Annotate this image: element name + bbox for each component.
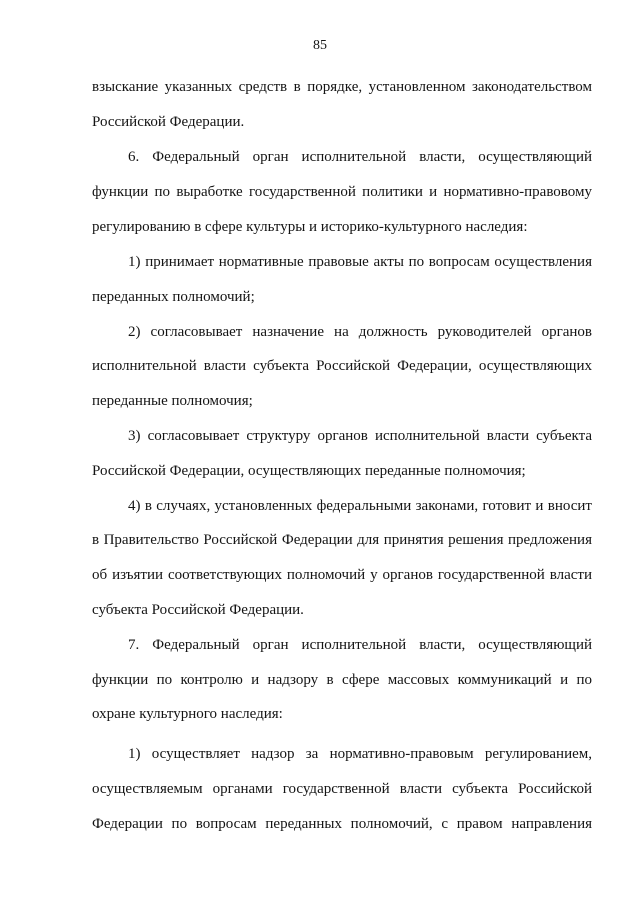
text-line: исполнительной власти субъекта Российской Федерации, осуществляющих <box>92 358 592 374</box>
paragraph-first-line: 4) в случаях, установленных федеральными законами, готовит и вносит <box>128 498 592 514</box>
text-line: переданные полномочия; <box>92 393 253 409</box>
text-line: охране культурного наследия: <box>92 706 283 722</box>
text-line: Российской Федерации, осуществляющих переданные полномочия; <box>92 463 526 479</box>
page-number: 85 <box>313 38 327 53</box>
text-line: Федерации по вопросам переданных полномочий, с правом направления <box>92 816 592 832</box>
text-line: функции по контролю и надзору в сфере массовых коммуникаций и по <box>92 672 592 688</box>
text-line: Российской Федерации. <box>92 114 245 130</box>
text-line: осуществляемым органами государственной власти субъекта Российской <box>92 781 592 797</box>
paragraph-first-line: 6. Федеральный орган исполнительной власти, осуществляющий <box>128 149 592 165</box>
text-line: функции по выработке государственной политики и нормативно-правовому <box>92 184 592 200</box>
text-line: переданных полномочий; <box>92 289 255 305</box>
text-line: субъекта Российской Федерации. <box>92 602 304 618</box>
paragraph-first-line: 2) согласовывает назначение на должность руководителей органов <box>128 324 592 340</box>
paragraph-first-line: 7. Федеральный орган исполнительной власти, осуществляющий <box>128 637 592 653</box>
paragraph-first-line: 1) принимает нормативные правовые акты по вопросам осуществления <box>128 254 592 270</box>
text-line: взыскание указанных средств в порядке, установленном законодательством <box>92 79 592 95</box>
text-line: в Правительство Российской Федерации для принятия решения предложения <box>92 532 592 548</box>
text-line: регулированию в сфере культуры и историко-культурного наследия: <box>92 219 528 235</box>
paragraph-first-line: 3) согласовывает структуру органов исполнительной власти субъекта <box>128 428 592 444</box>
text-line: об изъятии соответствующих полномочий у органов государственной власти <box>92 567 592 583</box>
paragraph-first-line: 1) осуществляет надзор за нормативно-правовым регулированием, <box>128 746 592 762</box>
